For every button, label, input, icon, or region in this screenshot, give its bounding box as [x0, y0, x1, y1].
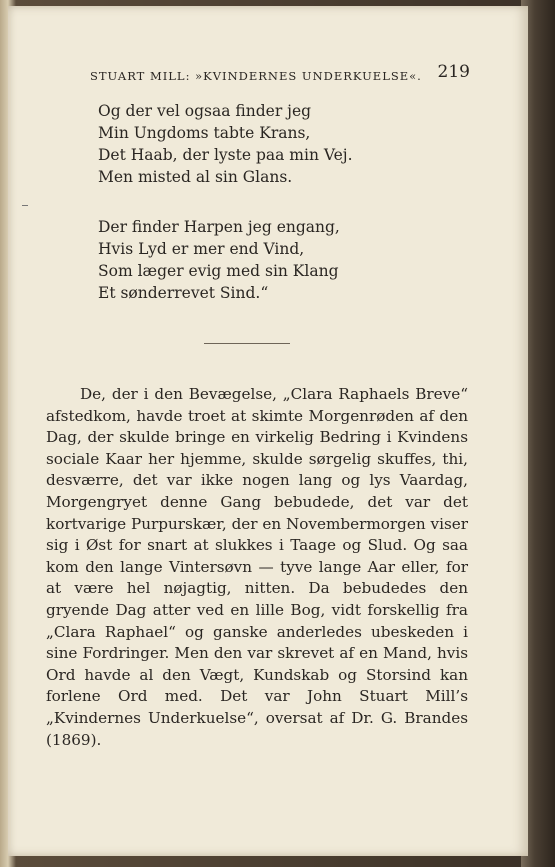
- book-page: [8, 6, 528, 856]
- paragraph-text: De, der i den Bevægelse, „Clara Raphaels Breve“ afstedkom, havde troet at skimte Morgenrøden af den Dag, der skulde bringe en virkelig Bedring i Kvindens sociale Kaar her hjemme, skulde sørgelig skuffes, thi, desværre, det var ikke nogen lang og lys Vaardag, Morgengryet denne Gang bebudede, det var det kortvarige Purpurskær, der en Novembermorgen viser sig i Øst for snart at slukkes i Taage og Slud. Og saa kom den lange Vintersøvn — tyve lange Aar eller, for at være hel nøjagtig, nitten. Da bebudedes den gryende Dag atter ved en lille Bog, vidt forskellig fra „Clara Raphael“ og ganske anderledes ubeskeden i sine Fordringer. Men den var skrevet af en Mand, hvis Ord havde al den Vægt, Kundskab og Storsind kan forlene Ord med. Det var John Stuart Mill’s „Kvindernes Underkuelse“, oversat af Dr. G. Brandes (1869).: [46, 385, 468, 749]
- body-paragraph: [46, 384, 468, 751]
- verse-stanza-1: [98, 100, 353, 188]
- page-header: [90, 62, 470, 86]
- page-number: 219: [437, 62, 470, 82]
- verse-line: Og der vel ogsaa finder jeg: [98, 102, 312, 120]
- verse-line: Hvis Lyd er mer end Vind,: [98, 240, 305, 258]
- running-head: STUART MILL: »KVINDERNES UNDERKUELSE«.: [90, 69, 422, 83]
- verse-line: Min Ungdoms tabte Krans,: [98, 124, 311, 142]
- verse-line: Det Haab, der lyste paa min Vej.: [98, 146, 353, 164]
- verse-line: Der finder Harpen jeg engang,: [98, 218, 340, 236]
- verse-line: Et sønderrevet Sind.“: [98, 284, 269, 302]
- verse-line: Som læger evig med sin Klang: [98, 262, 339, 280]
- verse-stanza-2: [98, 216, 340, 304]
- verse-line: Men misted al sin Glans.: [98, 168, 293, 186]
- section-divider: [204, 343, 290, 344]
- margin-mark: [22, 205, 28, 206]
